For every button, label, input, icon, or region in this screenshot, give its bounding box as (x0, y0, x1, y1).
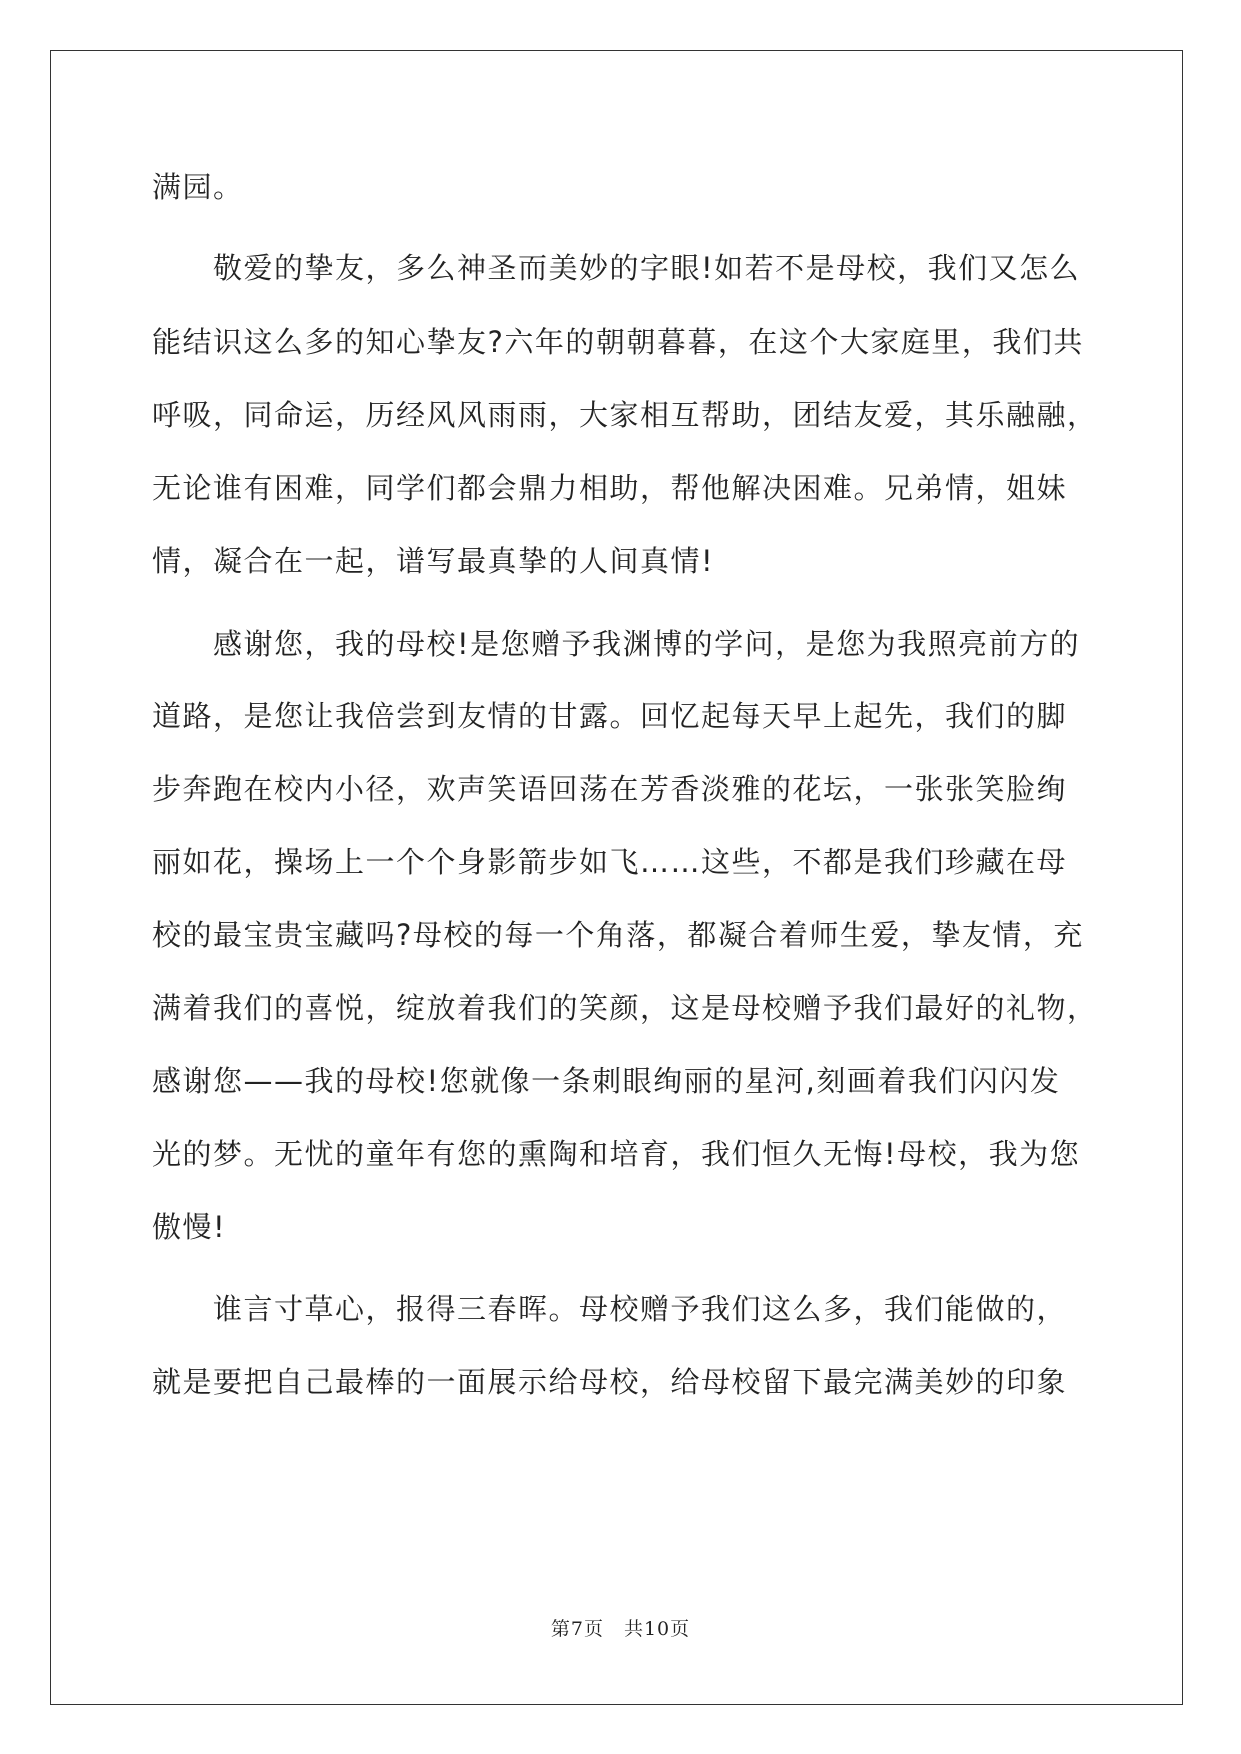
text-line: 满园。 (152, 170, 244, 204)
text-line: 敬爱的挚友，多么神圣而美妙的字眼!如若不是母校，我们又怎么 (152, 251, 1081, 285)
text-line: 光的梦。无忧的童年有您的熏陶和培育，我们恒久无悔!母校，我为您 (152, 1137, 1081, 1171)
text-line: 傲慢! (152, 1210, 227, 1244)
text-line: 感谢您——我的母校!您就像一条刺眼绚丽的星河,刻画着我们闪闪发 (152, 1064, 1061, 1098)
text-line: 步奔跑在校内小径，欢声笑语回荡在芳香淡雅的花坛，一张张笑脸绚 (152, 772, 1068, 806)
page-number-footer: 第7页 共10页 (550, 1618, 691, 1640)
text-line: 丽如花，操场上一个个身影箭步如飞……这些，不都是我们珍藏在母 (152, 845, 1068, 879)
text-line: 无论谁有困难，同学们都会鼎力相助，帮他解决困难。兄弟情，姐妹 (152, 471, 1068, 505)
text-line: 道路，是您让我倍尝到友情的甘露。回忆起每天早上起先，我们的脚 (152, 699, 1068, 733)
text-line: 能结识这么多的知心挚友?六年的朝朝暮暮，在这个大家庭里，我们共 (152, 325, 1084, 359)
text-line: 感谢您，我的母校!是您赠予我渊博的学问，是您为我照亮前方的 (152, 627, 1081, 661)
text-line: 谁言寸草心，报得三春晖。母校赠予我们这么多，我们能做的， (152, 1292, 1068, 1326)
text-line: 满着我们的喜悦，绽放着我们的笑颜，这是母校赠予我们最好的礼物， (152, 991, 1098, 1025)
text-line: 情，凝合在一起，谱写最真挚的人间真情! (152, 544, 715, 578)
text-line: 校的最宝贵宝藏吗?母校的每一个角落，都凝合着师生爱，挚友情，充 (152, 918, 1084, 952)
text-line: 呼吸，同命运，历经风风雨雨，大家相互帮助，团结友爱，其乐融融， (152, 398, 1098, 432)
text-line: 就是要把自己最棒的一面展示给母校，给母校留下最完满美妙的印象 (152, 1365, 1068, 1399)
